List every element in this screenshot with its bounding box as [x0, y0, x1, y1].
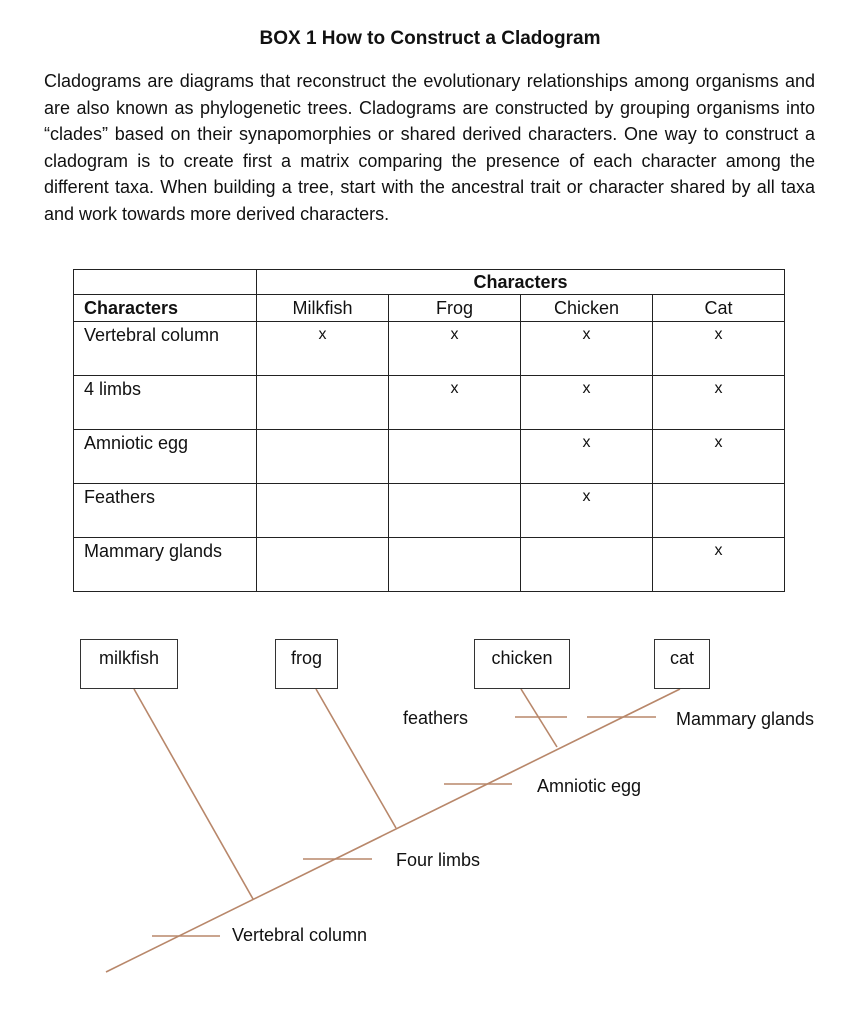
- mark-cell: [653, 484, 785, 538]
- trait-label-mammary-glands: Mammary glands: [676, 709, 815, 729]
- branch-chicken: [521, 689, 557, 747]
- trait-label-vertebral-column: Vertebral column: [232, 925, 368, 945]
- intro-paragraph: Cladograms are diagrams that reconstruct the evolutionary relationships among organisms and are also known as phylogenetic trees. Cladograms are constructed by grouping organisms into “clades” based on their synapomorphies or shared derived characters. One way to construct a cladogram is to create first a matrix comparing the presence of each character among the different taxa. When building a tree, start with the ancestral trait or character shared by all taxa and work towards more derived characters.: [44, 71, 815, 224]
- mark-cell: x: [521, 484, 653, 538]
- column-header-milkfish: Milkfish: [257, 295, 389, 322]
- trait-label-four-limbs: Four limbs: [396, 850, 481, 870]
- mark-cell: [257, 376, 389, 430]
- table-header-row: [74, 295, 785, 322]
- taxon-box-milkfish: milkfish: [80, 639, 178, 689]
- mark-cell: [389, 538, 521, 592]
- table-row: [74, 484, 785, 538]
- mark-cell: [257, 430, 389, 484]
- trait-label-amniotic-egg: Amniotic egg: [537, 776, 642, 796]
- table-group-header-row: [74, 270, 785, 295]
- cladogram-trunk: [106, 689, 680, 972]
- table-row: [74, 430, 785, 484]
- mark-cell: x: [653, 430, 785, 484]
- column-header-frog: Frog: [389, 295, 521, 322]
- trait-cell: 4 limbs: [74, 376, 257, 430]
- taxon-box-chicken: chicken: [474, 639, 570, 689]
- trait-cell: Feathers: [74, 484, 257, 538]
- trait-cell: Amniotic egg: [74, 430, 257, 484]
- trait-cell: Vertebral column: [74, 322, 257, 376]
- mark-cell: x: [521, 430, 653, 484]
- mark-cell: x: [389, 376, 521, 430]
- column-header-chicken: Chicken: [521, 295, 653, 322]
- page-title: BOX 1 How to Construct a Cladogram: [259, 28, 601, 49]
- branch-milkfish: [134, 689, 253, 899]
- mark-cell: x: [521, 376, 653, 430]
- mark-cell: x: [521, 322, 653, 376]
- mark-cell: [257, 538, 389, 592]
- mark-cell: x: [257, 322, 389, 376]
- table-row: [74, 538, 785, 592]
- characters-group-header: Characters: [257, 270, 785, 295]
- row-header-label: Characters: [74, 295, 257, 322]
- mark-cell: x: [653, 538, 785, 592]
- taxon-box-frog: frog: [275, 639, 338, 689]
- taxon-box-cat: cat: [654, 639, 710, 689]
- mark-cell: x: [653, 322, 785, 376]
- mark-cell: [389, 484, 521, 538]
- character-matrix-table: [73, 269, 785, 592]
- empty-corner-cell: [74, 270, 257, 295]
- table-row: [74, 322, 785, 376]
- branch-frog: [316, 689, 396, 828]
- mark-cell: x: [389, 322, 521, 376]
- mark-cell: [389, 430, 521, 484]
- trait-cell: Mammary glands: [74, 538, 257, 592]
- trait-label-feathers: feathers: [403, 708, 469, 728]
- table-row: [74, 376, 785, 430]
- column-header-cat: Cat: [653, 295, 785, 322]
- mark-cell: x: [653, 376, 785, 430]
- mark-cell: [257, 484, 389, 538]
- mark-cell: [521, 538, 653, 592]
